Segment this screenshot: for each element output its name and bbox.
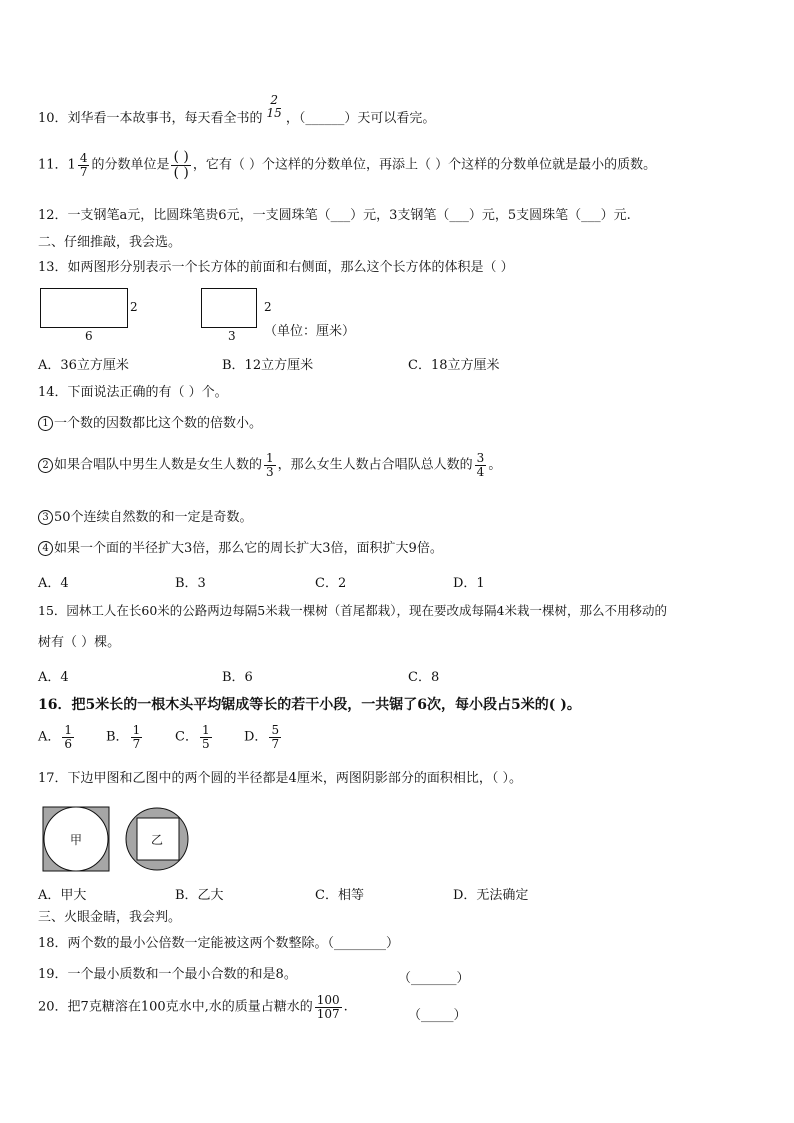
q14-s2-pre: 如果合唱队中男生人数是女生人数的 bbox=[54, 457, 263, 473]
question-16: 16．把5米长的一根木头平均锯成等长的若干小段，一共锯了6次，每小段占5米的( )。 bbox=[38, 697, 581, 713]
q11-number: 11． bbox=[38, 157, 68, 173]
q17-option-c[interactable]: C．相等 bbox=[315, 888, 364, 903]
q16-option-a[interactable] bbox=[38, 724, 76, 750]
q16-option-d[interactable] bbox=[244, 724, 283, 750]
circled-number-1: 1 bbox=[38, 416, 53, 431]
q15-option-b[interactable]: B．6 bbox=[222, 670, 253, 685]
q16-b-label: B． bbox=[106, 729, 129, 745]
q14-s3-text: 50个连续自然数的和一定是奇数。 bbox=[54, 510, 253, 525]
question-10 bbox=[38, 93, 436, 131]
q17-yi-label: 乙 bbox=[151, 833, 164, 847]
q11-text-mid: 的分数单位是 bbox=[91, 157, 170, 173]
q16-a-fraction: $\frac{1}{6}$ bbox=[64, 723, 73, 751]
q11-mixed-fraction: $\frac{4}{7}$ bbox=[79, 151, 88, 179]
question-15-line-2: 树有（ ）棵。 bbox=[38, 635, 121, 650]
q20-text-pre: 20．把7克糖溶在100克水中,水的质量占糖水的 bbox=[38, 999, 313, 1015]
q13-option-a[interactable]: A．36立方厘米 bbox=[38, 358, 129, 373]
question-11 bbox=[38, 150, 656, 180]
q14-s2-fraction-2: $\frac{3}{4}$ bbox=[476, 451, 485, 479]
q14-s2-fraction-1: $\frac{1}{3}$ bbox=[266, 451, 274, 479]
q14-option-a[interactable]: A．4 bbox=[38, 576, 69, 591]
question-13: 13．如两图形分别表示一个长方体的前面和右侧面，那么这个长方体的体积是（ ） bbox=[38, 260, 514, 275]
q16-d-label: D． bbox=[244, 729, 268, 745]
q10-text-pre: 10．刘华看一本故事书，每天看全书的 bbox=[38, 111, 263, 127]
q14-s1-text: 一个数的因数都比这个数的倍数小。 bbox=[54, 416, 263, 431]
q17-jia-label: 甲 bbox=[70, 833, 83, 847]
q13-fig2-width: 3 bbox=[228, 329, 236, 343]
q13-fig1-width: 6 bbox=[85, 329, 93, 343]
question-18: 18．两个数的最小公倍数一定能被这两个数整除。（________） bbox=[38, 936, 400, 951]
q13-option-c[interactable]: C．18立方厘米 bbox=[408, 358, 500, 373]
q13-fig2-height: 2 bbox=[264, 300, 272, 314]
q14-option-c[interactable]: C．2 bbox=[315, 576, 347, 591]
q16-d-fraction: $\frac{5}{7}$ bbox=[271, 723, 280, 751]
section-3-heading: 三、火眼金睛，我会判。 bbox=[38, 910, 182, 925]
question-19: 19．一个最小质数和一个最小合数的和是8。 bbox=[38, 967, 297, 982]
q14-statement-1 bbox=[38, 416, 262, 432]
q15-option-a[interactable]: A．4 bbox=[38, 670, 69, 685]
circled-number-3: 3 bbox=[38, 510, 53, 525]
circled-number-4: 4 bbox=[38, 541, 53, 556]
q14-option-d[interactable]: D．1 bbox=[453, 576, 485, 591]
q14-statement-4 bbox=[38, 541, 443, 557]
q16-b-fraction: $\frac{1}{7}$ bbox=[132, 723, 141, 751]
q19-answer-blank[interactable]: （_______） bbox=[398, 971, 470, 986]
q14-s2-post: 。 bbox=[488, 457, 502, 473]
question-15-line-1: 15．园林工人在长60米的公路两边每隔5米栽一棵树（首尾都栽），现在要改成每隔4米栽一棵树，那么不用移动的 bbox=[38, 603, 667, 618]
q13-front-face-rect bbox=[40, 288, 128, 328]
q13-option-b[interactable]: B．12立方厘米 bbox=[222, 358, 314, 373]
q20-text-post: . bbox=[343, 999, 348, 1015]
q11-answer-fraction: $\frac{( )}{( )}$ bbox=[173, 149, 189, 181]
q11-text-post: ，它有（ ）个这样的分数单位，再添上（ ）个这样的分数单位就是最小的质数。 bbox=[192, 157, 657, 173]
q16-option-b[interactable] bbox=[106, 724, 144, 750]
q13-side-face-rect bbox=[201, 288, 257, 328]
q14-s2-mid: ，那么女生人数占合唱队总人数的 bbox=[277, 457, 473, 473]
question-20 bbox=[38, 994, 348, 1020]
q16-option-c[interactable] bbox=[175, 724, 214, 750]
q10-text-post: ，（______）天可以看完。 bbox=[285, 111, 436, 127]
q14-statement-3 bbox=[38, 510, 253, 526]
section-2-heading: 二、仔细推敲，我会选。 bbox=[38, 235, 182, 250]
q16-c-fraction: $\frac{1}{5}$ bbox=[201, 723, 210, 751]
q14-s4-text: 如果一个面的半径扩大3倍，那么它的周长扩大3倍，面积扩大9倍。 bbox=[54, 541, 443, 556]
q13-fig1-height: 2 bbox=[130, 300, 138, 314]
q10-fraction: 2 15 bbox=[266, 93, 282, 120]
q17-option-d[interactable]: D．无法确定 bbox=[453, 888, 529, 903]
circled-number-2: 2 bbox=[38, 458, 53, 473]
question-14: 14．下面说法正确的有（ ）个。 bbox=[38, 385, 228, 400]
q20-fraction: $\frac{100}{107}$ bbox=[316, 993, 340, 1021]
q11-mixed-whole: 1 bbox=[67, 157, 76, 173]
q14-option-b[interactable]: B．3 bbox=[175, 576, 206, 591]
q17-option-b[interactable]: B．乙大 bbox=[175, 888, 224, 903]
q20-answer-blank[interactable]: （_____） bbox=[408, 1008, 467, 1023]
q16-a-label: A． bbox=[38, 729, 61, 745]
question-12: 12．一支钢笔a元，比圆珠笔贵6元，一支圆珠笔（___）元，3支钢笔（___）元，5支圆珠笔（___）元. bbox=[38, 208, 631, 223]
q16-c-label: C． bbox=[175, 729, 198, 745]
q13-unit-note: （单位：厘米） bbox=[264, 324, 356, 339]
q15-option-c[interactable]: C．8 bbox=[408, 670, 440, 685]
q14-statement-2 bbox=[38, 452, 501, 478]
question-17: 17．下边甲图和乙图中的两个圆的半径都是4厘米，两图阴影部分的面积相比，（ ）。 bbox=[38, 771, 522, 786]
q17-option-a[interactable]: A．甲大 bbox=[38, 888, 87, 903]
